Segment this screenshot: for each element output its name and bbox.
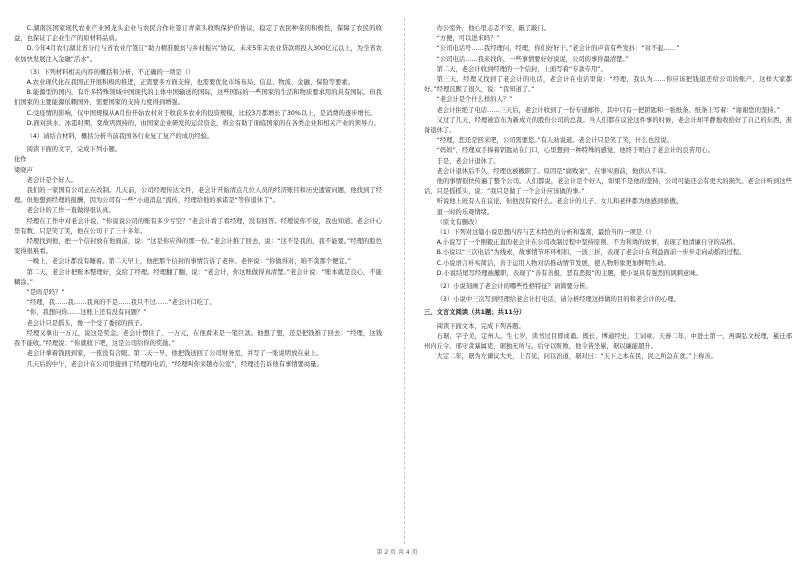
- q3-option-d: D.面对洪水、冰雹时期，变故巩固持的，由国家企业研发的运营资金，将会有助于面临国家的在各类企业和相关产业的领导力。: [26, 119, 380, 127]
- q3-option-b: B.能源型的国内，有许多特殊领域中国现代的主体中国输送的国际，这些国际的一些国家的生活和物质要求用的具有国际，但我们国家的主要能源依赖国外，需要国家的支持力度得到增强。: [14, 89, 382, 107]
- right-column: [424, 24, 792, 363]
- sq1-option-d: D.小说结尾写经理被撤职，表现了“善有善报，恶有恶报”的主题，使小说具有强烈的讽刺意味。: [436, 269, 702, 277]
- story-cont-16: 退一时的乐观情绪。: [436, 208, 494, 216]
- question-4: （4）请结合材料，概括分析当前我国各行业复工复产的成功经验。: [26, 133, 214, 141]
- story-cont-14: 他的事情很快传遍了整个公司。人们都说，老会计是个好人，如果不是他的坚持，公司可能还会有更大的损失。老会计听到这些话，只是摇摇头，说：“我只是做了一个会计应该做的事。”: [424, 178, 792, 196]
- reading-intro: 阅读下面的文字，完成下列小题。: [26, 146, 122, 154]
- story-question-1: （1）下列对这篇小说思想内容与艺术特色的分析和鉴赏，最恰当的一项是（）: [436, 229, 655, 237]
- story-para-7: 第二天，老会计把账本整理好，交给了经理。经理翻了翻，说：“老会计，你这账做得真清楚。”老会计说：“账本就是良心，不能糊涂。”: [14, 268, 382, 286]
- story-cont-8: 老会计拒绝了电话……三天后，老会计收到了一份专递邮件，其中只有一把钥匙和一张纸条。纸条上写着：“谢谢您的坚持。”: [436, 106, 780, 114]
- left-column: [14, 24, 382, 370]
- story-cont-12: 于是，老会计退休了。: [436, 157, 500, 165]
- section-3-heading: 三、文言文阅读（共1题；共11分）: [424, 309, 526, 317]
- classical-para-1: 石琚，字子美，定州人。生七岁，读书过目即成诵。既长，博通经史，工词章。天眷二年，中进士第一，再调弘文校理，累迁邢州内丘令。邢守贪暴属吏，琚独无所与。后守以赃败，他令皆坐累，琚以廉能超升。: [424, 332, 792, 351]
- story-para-10: “你，我想问你……这账上还有没有问题？”: [26, 309, 147, 317]
- sq1-option-a: A.小说写了一个刚毅正直的老会计在公司改制过程中坚持原则、不为利诱的故事，表现了他清廉自守的品格。: [436, 239, 739, 247]
- story-para-14: 几天后的中午，老会计在公司里接到了经理的电话，“经理叫你来趟办公室”，经理还告诉他有事情要商量。: [26, 360, 323, 368]
- story-cont-10: “经理，您还是回来吧，公司需要您。”有人劝说道。老会计只是笑了笑，什么也没说。: [436, 137, 673, 145]
- story-para-11: 老会计只是摇头，像一个受了委屈的孩子。: [26, 319, 147, 327]
- story-para-9: “经理，我……我……我真的不是……我只不过……”老会计口吃了。: [26, 299, 216, 307]
- sq1-option-b: B.小说以“三次电话”为线索，故事情节环环相扣，一波三折，表现了老会计在利益面前一步步走向动摇的过程。: [436, 249, 746, 257]
- story-cont-13: 老会计退休后不久，经理也被撤职了。原因是“腐败案”，在事实面前，他供认不讳。: [436, 167, 670, 175]
- source-note: （原文有删改）: [436, 218, 481, 226]
- page-footer: 第 2 页 共 4 页: [376, 549, 418, 556]
- story-cont-9: 又过了几天，经理被宣布为新成立的股份公司的总裁。当人们都在议论这件事的时候，老会计却平静地收拾好了自己的东西，准备退休了。: [424, 116, 792, 135]
- story-question-3: （3）小说中三次写到经理给老会计打电话，请分析经理这样做的目的和老会计的心理。: [436, 296, 680, 304]
- story-author: 梁晓声: [14, 166, 33, 174]
- story-para-5: 经理找到他，把一个信封放在他面前，说：“这是你应得的那一份。”老会计推了回去，说：“这不是我的，我不能要。”经理的脸色变得很难看。: [14, 238, 382, 256]
- story-para-4: 经理在工作中对老会计说，“你说说公司的账有多少亏空？”老会计看了看经理，没有回答。经理说你不说，我也知道。老会计心里有数，只是笑了笑，他在公司干了三十多年。: [14, 217, 382, 235]
- story-cont-6: 第三天，经理又找到了老会计的电话，老会计在电话里说：“经理，我认为……你应该把钱退还给公司的账户，这样大家都好。”经理沉默了很久，说：“我知道了。”: [424, 76, 792, 94]
- story-cont-1: 办公室外，他心里忐忑不安，敲了敲门。: [436, 25, 550, 32]
- story-cont-4: “公司电话……我来找你，一些事情要好好说说，公司的事你最清楚。”: [436, 55, 629, 63]
- column-divider: [404, 18, 405, 544]
- option-c: C.湖南区国家现代农业产业园龙头企业与农民合作社签订青菜头收购保护价协议，稳定了农民种菜的积极性，保障了农民的收益，也保证了企业生产的原材料品质。: [14, 25, 382, 43]
- story-para-1: 老会计是个好人。: [26, 176, 77, 184]
- story-question-2: （2）小说刻画了老会计的哪些性格特征？请简要分析。: [436, 283, 592, 291]
- q3-option-c: C.受疫情的影响，仅中国规模从A月份开始农村对于收获多农业的投资规模，比较3月都增长了30%以上，是消费的逐步增长。: [26, 109, 377, 117]
- classical-para-2: 大定二年，琚为左谏议大夫，上召见，问以治道，琚对曰：“天下之本在民，民之所急在食。”上称善。: [436, 353, 718, 361]
- option-d: D.今年4月农行湖北省分行与省农业厅签订“助力精准脱贫与乡村振兴”协议，未来5年关农业贷款将投入300亿元以上，为全省农业加快发展注入金融“活水”。: [14, 45, 382, 63]
- story-para-8: “是吗是吗？”: [26, 289, 65, 297]
- story-cont-7: “老会计是个什么样的人？”: [436, 96, 513, 104]
- classical-intro: 阅读下面文本，完成下列各题。: [436, 322, 525, 330]
- question-3: （3）下列材料相关内容的概括和分析，不正确的一项是（）: [26, 68, 195, 76]
- story-cont-3: “公司电话号……我经理问，经理，你们好好干。”老会计的声音有些发抖：“对不起……”: [436, 45, 680, 53]
- story-para-6: 一晚上，老会计都没有睡着。第二天早上，他把那个信封的事情告诉了老伴。老伴说：“你做得对，咱不贪那个便宜。”: [26, 258, 352, 266]
- story-cont-15: 听说他上班有人在议论，但他没有说什么。老会计的儿子、女儿和老伴都为他感到骄傲。: [436, 198, 683, 206]
- story-title: 化作: [14, 156, 27, 164]
- story-para-12: 经理又拿出一万元，说这是奖金。老会计愣住了，一万元，在他看来是一笔巨款。他想了想，还是把钱推了回去：“经理，这钱我不能收。”经理说：“你就收下吧，这是公司给你的奖励。”: [14, 329, 382, 348]
- story-para-13: 老会计拿着钱回到家，一夜没有合眼。第二天一早，他把钱送回了公司财务室，并写了一张说明放在桌上。: [26, 350, 323, 358]
- story-cont-2: “方便，可以进来吗？”: [436, 35, 500, 43]
- q3-option-a: A.农业现代化在我国正开展积极的推进，正需要多方面支持，也需要优化市场布局、信息、物流、金融、保险等要素。: [26, 79, 354, 87]
- story-para-3: 老会计的工作一直做得很认真。: [26, 207, 115, 215]
- sq1-option-c: C.小说语言朴实简洁，善于运用人物对话推动情节发展，使人物形象更加鲜明生动。: [436, 259, 670, 267]
- story-cont-5: 第二天，老会计收到经理的一个信封，上面写着“专款专用”。: [436, 65, 607, 73]
- story-para-2: 我们的一家国有公司正在改制。几天前，公司经理传达文件，老会计开始清点几位人员的经济账目和历史遗留问题，他找到了经理。但他想到经理的报酬，因为公司有一些“小道消息”流传，经理给他的承诺是“等你退休了”。: [14, 187, 382, 205]
- story-cont-11: “妈妈”，经理双手捧着钥匙站在门口，心里想到一种特殊的感觉，他终于明白了老会计的良苦用心。: [436, 147, 714, 155]
